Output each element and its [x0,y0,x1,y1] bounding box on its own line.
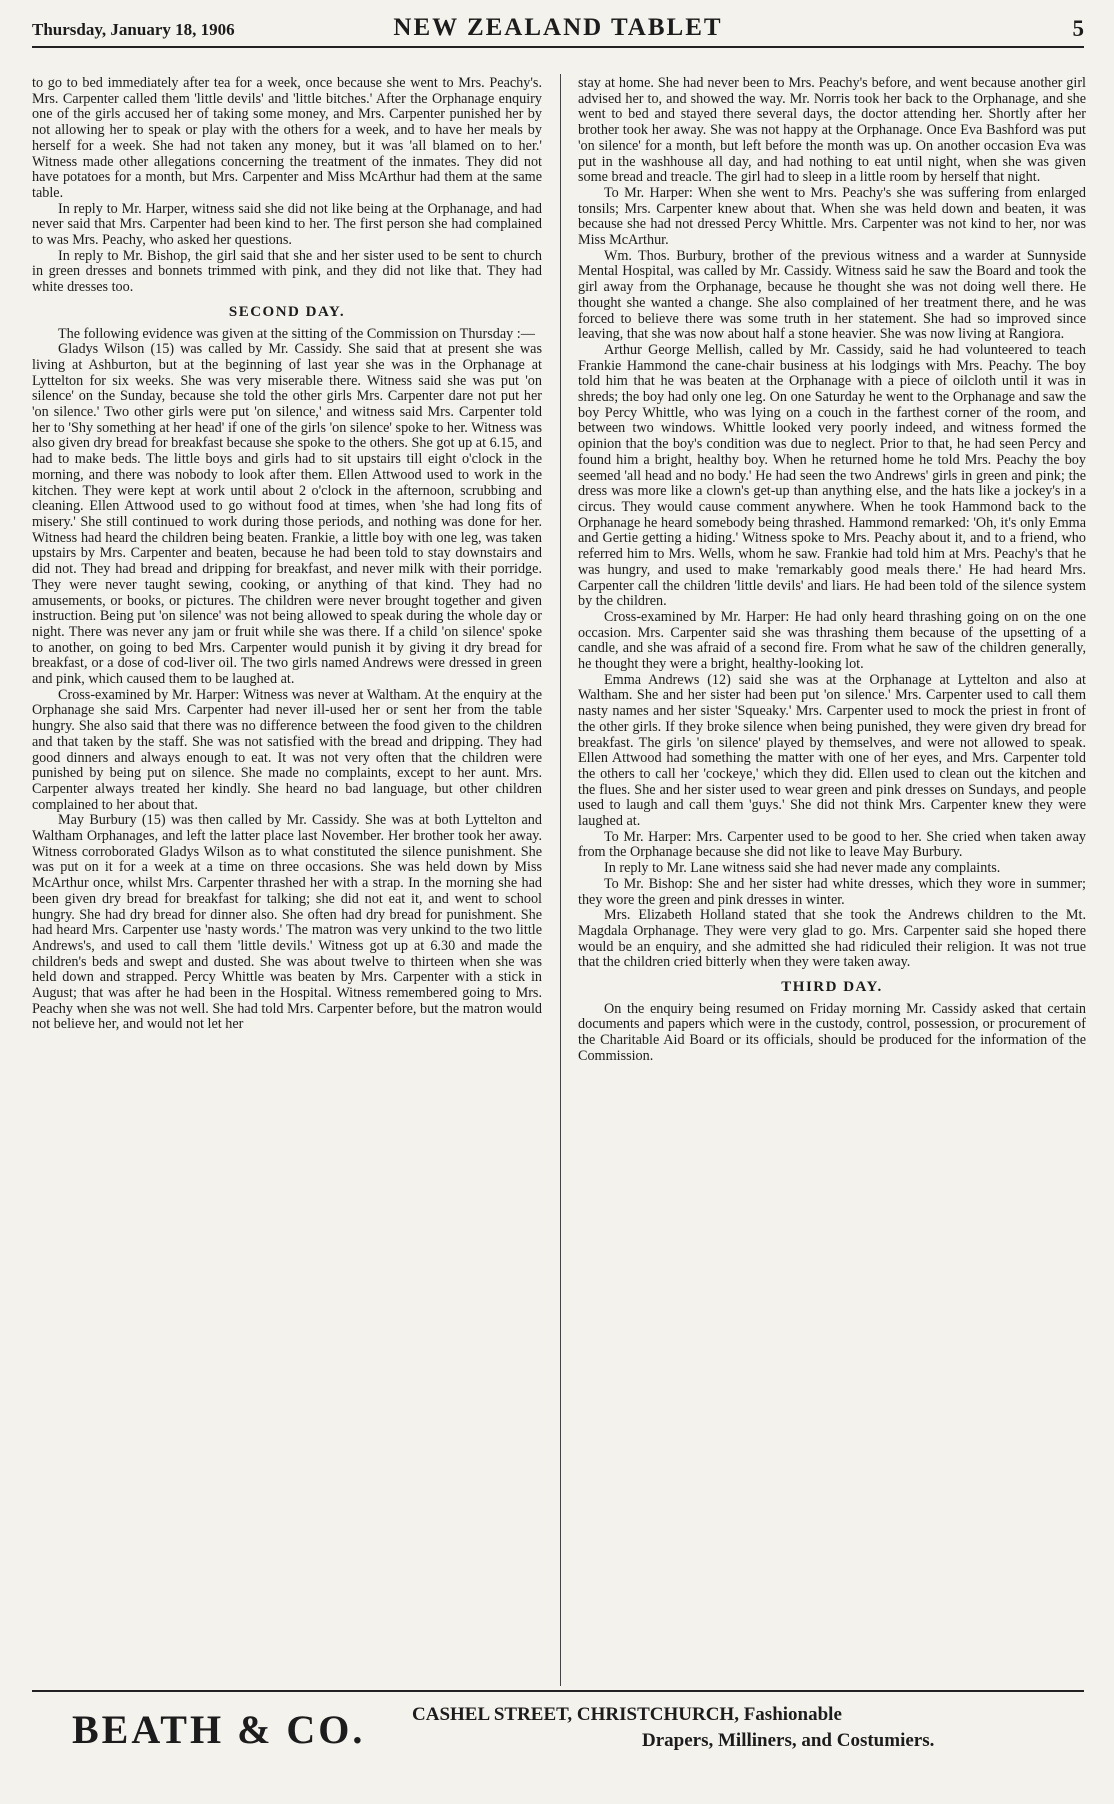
article-paragraph: Gladys Wilson (15) was called by Mr. Cassidy. She said that at present she was living at Ashburton, but at the beginning of last year she was in the Orphanage at Lyttelton for six weeks. She was very miserable there. Witness said she was put 'on silence' on the Sunday, because she told the other girls Mrs. Carpenter dare not put her 'on silence.' Two other girls were put 'on silence,' and witness said Mrs. Carpenter told her to 'Shy something at her head' if one of the girls 'on silence' spoke to her. Witness was also given dry bread for breakfast because she spoke to the others. She got up at 6.15, and had to make beds. The little boys and girls had to sit upstairs till eight o'clock in the morning, and there was nobody to look after them. Ellen Attwood used to work in the kitchen. They were kept at work until about 2 o'clock in the afternoon, scrubbing and cleaning. Ellen Attwood used to go without food at times, when 'she had long fits of misery.' She still continued to work during those periods, and nothing was done for her. Witness had heard the children being beaten. Frankie, a little boy with one leg, was taken upstairs by Mrs. Carpenter and beaten, because he had been told to stay downstairs and did not. They had bread and dripping for breakfast, and never milk with their porridge. They were never taught sewing, cooking, or anything of that kind. They had no amusements, or books, or pictures. The children were never brought together and given instruction. Being put 'on silence' was not being allowed to speak during the whole day or night. There was never any jam or fruit while she was there. If a child 'on silence' spoke to another, on going to bed Mrs. Carpenter would punish it by giving it dry bread for breakfast, or a dose of cod-liver oil. The two girls named Andrews were dressed in green and pink, which caused them to be laughed at. [32,341,542,688]
masthead [32,12,1084,48]
newspaper-title: NEW ZEALAND TABLET [393,14,723,41]
section-heading: SECOND DAY. [228,303,346,320]
page-number: 5 [1072,16,1084,41]
article-paragraph: To Mr. Bishop: She and her sister had white dresses, which they wore in summer; they wore the green and pink dresses in winter. [578,875,1086,908]
advertiser-name: BEATH & CO. [72,1707,366,1752]
column-divider [560,74,561,1686]
footer-divider [32,1690,1084,1692]
advertiser-trade: Drapers, Milliners, and Costumiers. [642,1730,935,1751]
article-paragraph: The following evidence was given at the sitting of the Commission on Thursday :— [58,325,535,342]
article-paragraph: In reply to Mr. Harper, witness said she did not like being at the Orphanage, and had never said that Mrs. Carpenter had been kind to her. The first person she had complained to was Mrs. Peachy, who asked her questions. [32,200,542,249]
article-paragraph: stay at home. She had never been to Mrs. Peachy's before, and went because another girl advised her to, and showed the way. Mr. Norris took her back to the Orphanage, and she went to bed and stayed there several days, the doctor attending her. Shortly after her brother took her away. She was not happy at the Orphanage. Once Eva Bashford was put 'on silence' for a month, but left before the month was up. On another occasion Eva was put in the washhouse all day, and had nothing to eat until night, when she was given some bread and treacle. The girl had to sleep in a little room by herself that night. [578,76,1086,186]
article-paragraph: Cross-examined by Mr. Harper: Witness was never at Waltham. At the enquiry at the Orphanage she said Mrs. Carpenter had never ill-used her or sent her from the table hungry. She also said that there was no difference between the food given to the children and that taken by the staff. She was not satisfied with the bread and dripping. They had good dinners and always enough to eat. It was not very often that the children were punished by being put on silence. She made no complaints, except to her aunt. Mrs. Carpenter always treated her kindly. She heard no bad language, but other children complained to her about that. [32,686,542,813]
right-column [578,76,1086,1682]
article-paragraph: Emma Andrews (12) said she was at the Orphanage at Lyttelton and also at Waltham. She and her sister had been put 'on silence.' Mrs. Carpenter used to call them nasty names and her sister 'Squeaky.' Mrs. Carpenter used to mock the priest in front of the other girls. If they broke silence when being punished, they were given dry bread for breakfast. The girls 'on silence' played by themselves, and were not allowed to speak. Ellen Attwood had something the matter with one of her eyes, and Mrs. Carpenter told the others to call her 'cockeye,' which they did. Ellen used to clean out the kitchen and the flues. She and her sister used to wear green and pink dresses on Sundays, and people used to laugh and call them 'guys.' She did not think Mrs. Carpenter knew they were laughed at. [578,671,1086,830]
article-paragraph: Mrs. Elizabeth Holland stated that she took the Andrews children to the Mt. Magdala Orphanage. They were very glad to go. Mrs. Carpenter said she hoped there would be an enquiry, and she admitted she had ridiculed their religion. It was not true that the children cried bitterly when they were taken away. [578,907,1086,971]
advertisement [32,1700,1084,1780]
article-paragraph: Wm. Thos. Burbury, brother of the previous witness and a warder at Sunnyside Mental Hospital, was called by Mr. Cassidy. Witness said he saw the Board and took the girl away from the Orphanage, because he thought she was not doing well there. He thought she wanted a change. She also complained of her treatment there, and he was forced to believe there was some truth in her statement. She had so improved since leaving, that she was now about half a stone heavier. She was now living at Rangiora. [578,247,1086,343]
section-heading: THIRD DAY. [781,979,883,996]
article-paragraph: To Mr. Harper: Mrs. Carpenter used to be good to her. She cried when taken away from the Orphanage because she did not like to leave May Burbury. [578,828,1086,861]
article-paragraph: May Burbury (15) was then called by Mr. Cassidy. She was at both Lyttelton and Waltham Orphanages, and left the latter place last November. Her brother took her away. Witness corroborated Gladys Wilson as to what constituted the silence punishment. She was put on it for a week at a time on three occasions. She was held down by Miss McArthur once, whilst Mrs. Carpenter thrashed her with a strap. In the morning she had been given dry bread for breakfast for talking; she did not eat it, and went to school hungry. She had dry bread for dinner also. She often had dry bread for punishment. She had heard Mrs. Carpenter use 'nasty words.' The matron was very unkind to the two little Andrews's, and used to call them 'little devils.' Witness got up at 6.30 and made the children's beds and swept and dusted. She was about twelve to thirteen when she was held down and strapped. Percy Whittle was beaten by Mrs. Carpenter with a stick in August; that was after he had been in the Hospital. Witness remembered going to Mrs. Peachy when she was not well. She had told Mrs. Carpenter before, but the matron would not believe her, and would not let her [32,812,542,1033]
article-paragraph: Arthur George Mellish, called by Mr. Cassidy, said he had volunteered to teach Frankie Hammond the cane-chair business at his lodgings with Mrs. Peachy. The boy told him that he was beaten at the Orphanage with a piece of oilcloth until it was in shreds; the boy had only one leg. On one Saturday he went to the Orphanage and saw the boy Percy Whittle, who was lying on a couch in the farthest corner of the room, and between two windows. Whittle looked very poorly indeed, and witness formed the opinion that the boy's condition was due to neglect. Prior to that, he had seen Percy and found him a bright, healthy boy. When he returned home he told Mrs. Peachy the boy seemed 'all head and no body.' He had seen the two Andrews' girls in green and pink; the dress was more like a clown's get-up than anything else, and the hats like a jockey's in a circus. They would cause comment anywhere. When he took Hammond back to the Orphanage he heard somebody being thrashed. Hammond remarked: 'Oh, it's only Emma and Gertie getting a hiding.' Witness spoke to Mrs. Peachy about it, and to a friend, who referred him to Mrs. Wells, whom he saw. Frankie had told him at Mrs. Peachy's that he was hungry, and used to make 'remarkably good meals there.' He had heard Mrs. Carpenter call the children 'little devils' and liars. He had been told of the silence system by the children. [578,341,1086,610]
article-paragraph: In reply to Mr. Lane witness said she had never made any complaints. [604,860,1001,877]
article-paragraph: In reply to Mr. Bishop, the girl said that she and her sister used to be sent to church in green dresses and bonnets trimmed with pink, and they did not like that. They had white dresses too. [32,247,542,296]
advertiser-address: CASHEL STREET, CHRISTCHURCH, Fashionable [412,1704,842,1725]
article-paragraph: To Mr. Harper: When she went to Mrs. Peachy's she was suffering from enlarged tonsils; Mrs. Carpenter knew about that. When she was held down and beaten, it was because she had not dressed Percy Whittle. Mrs. Carpenter was not kind to her, nor was Miss McArthur. [578,184,1086,249]
issue-date: Thursday, January 18, 1906 [32,20,235,39]
article-paragraph: Cross-examined by Mr. Harper: He had only heard thrashing going on on the one occasion. Mrs. Carpenter said she was thrashing them because of the upsetting of a candle, and she was afraid of a second fire. From what he saw of the children generally, he thought they were a bright, healthy-looking lot. [578,608,1086,673]
left-column [32,76,542,1682]
article-paragraph: to go to bed immediately after tea for a week, once because she went to Mrs. Peachy's. Mrs. Carpenter called them 'little devils' and 'little bitches.' After the Orphanage enquiry one of the girls accused her of taking some money, and Mrs. Carpenter punished her by not allowing her to speak or play with the others for a week, and to have her meals by herself for a week. She had not taken any money, but it was 'all blamed on to her.' Witness made other allegations concerning the treatment of the inmates. They did not have potatoes for a month, but Mrs. Carpenter and Miss McArthur had them at the same table. [32,76,542,201]
article-paragraph: On the enquiry being resumed on Friday morning Mr. Cassidy asked that certain documents and papers which were in the custody, control, possession, or procurement of the Charitable Aid Board or its officials, should be produced for the information of the Commission. [578,1000,1086,1064]
